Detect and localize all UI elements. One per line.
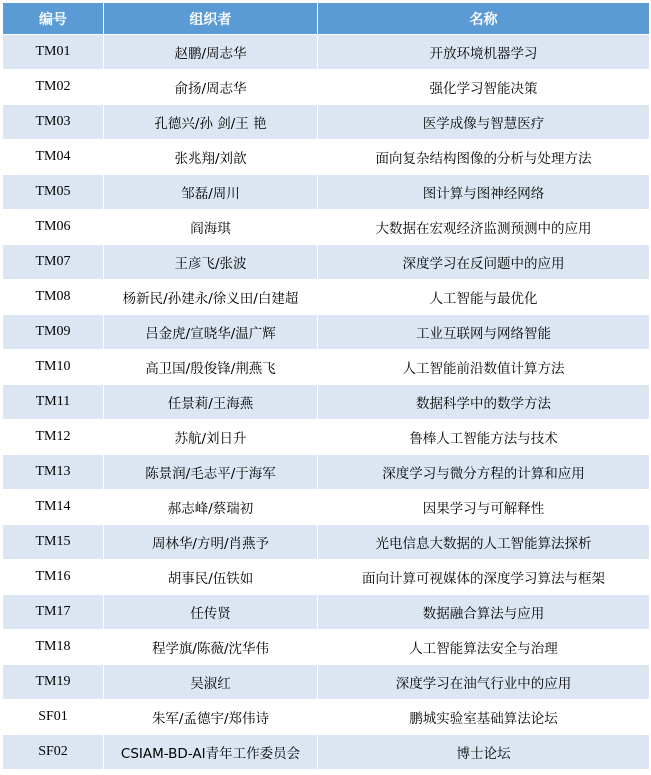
cell-name: 开放环境机器学习 (318, 35, 650, 70)
table-row (3, 525, 650, 560)
cell-name: 因果学习与可解释性 (318, 490, 650, 525)
cell-code: TM17 (3, 595, 104, 630)
cell-code: TM08 (3, 280, 104, 315)
cell-name: 强化学习智能决策 (318, 70, 650, 105)
cell-organizer: 朱军/孟德宇/郑伟诗 (104, 700, 318, 735)
cell-organizer: 任传贤 (104, 595, 318, 630)
table-row (3, 350, 650, 385)
table-row (3, 105, 650, 140)
table-row (3, 490, 650, 525)
table-body (3, 35, 650, 770)
cell-organizer: 杨新民/孙建永/徐义田/白建超 (104, 280, 318, 315)
cell-name: 面向复杂结构图像的分析与处理方法 (318, 140, 650, 175)
header-name: 名称 (318, 3, 650, 35)
cell-code: TM10 (3, 350, 104, 385)
table-row (3, 630, 650, 665)
cell-organizer: 俞扬/周志华 (104, 70, 318, 105)
table-row (3, 665, 650, 700)
cell-organizer: 赵鹏/周志华 (104, 35, 318, 70)
cell-name: 博士论坛 (318, 735, 650, 770)
cell-code: SF02 (3, 735, 104, 770)
cell-name: 医学成像与智慧医疗 (318, 105, 650, 140)
cell-code: TM13 (3, 455, 104, 490)
cell-code: TM14 (3, 490, 104, 525)
header-organizer: 组织者 (104, 3, 318, 35)
cell-name: 鹏城实验室基础算法论坛 (318, 700, 650, 735)
cell-code: TM16 (3, 560, 104, 595)
cell-name: 鲁棒人工智能方法与技术 (318, 420, 650, 455)
cell-name: 数据融合算法与应用 (318, 595, 650, 630)
cell-name: 大数据在宏观经济监测预测中的应用 (318, 210, 650, 245)
cell-organizer: 阎海琪 (104, 210, 318, 245)
table-row (3, 70, 650, 105)
cell-code: TM19 (3, 665, 104, 700)
cell-organizer: 任景莉/王海燕 (104, 385, 318, 420)
cell-code: TM02 (3, 70, 104, 105)
cell-organizer: 程学旗/陈薇/沈华伟 (104, 630, 318, 665)
table-row (3, 455, 650, 490)
cell-organizer: 张兆翔/刘歆 (104, 140, 318, 175)
table-row (3, 35, 650, 70)
cell-name: 人工智能算法安全与治理 (318, 630, 650, 665)
cell-code: TM07 (3, 245, 104, 280)
cell-code: TM18 (3, 630, 104, 665)
cell-organizer: 邹磊/周川 (104, 175, 318, 210)
cell-code: SF01 (3, 700, 104, 735)
header-code: 编号 (3, 3, 104, 35)
cell-name: 人工智能前沿数值计算方法 (318, 350, 650, 385)
cell-name: 光电信息大数据的人工智能算法探析 (318, 525, 650, 560)
forum-table (2, 2, 650, 770)
cell-code: TM06 (3, 210, 104, 245)
table-row (3, 735, 650, 770)
cell-name: 深度学习在反问题中的应用 (318, 245, 650, 280)
cell-organizer: 吕金虎/宣晓华/温广辉 (104, 315, 318, 350)
cell-name: 图计算与图神经网络 (318, 175, 650, 210)
cell-organizer: 周林华/方明/肖燕予 (104, 525, 318, 560)
cell-organizer: 胡事民/伍铁如 (104, 560, 318, 595)
table-row (3, 175, 650, 210)
table-row (3, 385, 650, 420)
cell-organizer: 陈景润/毛志平/于海军 (104, 455, 318, 490)
cell-organizer: 苏航/刘日升 (104, 420, 318, 455)
cell-code: TM12 (3, 420, 104, 455)
cell-name: 数据科学中的数学方法 (318, 385, 650, 420)
cell-code: TM11 (3, 385, 104, 420)
cell-organizer: CSIAM-BD-AI青年工作委员会 (104, 735, 318, 770)
cell-organizer: 孔德兴/孙 剑/王 艳 (104, 105, 318, 140)
cell-name: 工业互联网与网络智能 (318, 315, 650, 350)
cell-code: TM05 (3, 175, 104, 210)
cell-organizer: 郝志峰/蔡瑞初 (104, 490, 318, 525)
cell-code: TM09 (3, 315, 104, 350)
cell-code: TM01 (3, 35, 104, 70)
table-row (3, 700, 650, 735)
table-row (3, 560, 650, 595)
cell-organizer: 吴淑红 (104, 665, 318, 700)
cell-name: 面向计算可视媒体的深度学习算法与框架 (318, 560, 650, 595)
table-row (3, 140, 650, 175)
table-header-row (3, 3, 650, 35)
cell-code: TM03 (3, 105, 104, 140)
cell-organizer: 高卫国/殷俊锋/荆燕飞 (104, 350, 318, 385)
cell-name: 人工智能与最优化 (318, 280, 650, 315)
table-row (3, 280, 650, 315)
cell-code: TM04 (3, 140, 104, 175)
table-row (3, 595, 650, 630)
forum-table-wrapper (2, 2, 649, 770)
table-row (3, 315, 650, 350)
table-row (3, 420, 650, 455)
table-row (3, 210, 650, 245)
table-row (3, 245, 650, 280)
cell-code: TM15 (3, 525, 104, 560)
cell-organizer: 王彦飞/张波 (104, 245, 318, 280)
cell-name: 深度学习与微分方程的计算和应用 (318, 455, 650, 490)
cell-name: 深度学习在油气行业中的应用 (318, 665, 650, 700)
